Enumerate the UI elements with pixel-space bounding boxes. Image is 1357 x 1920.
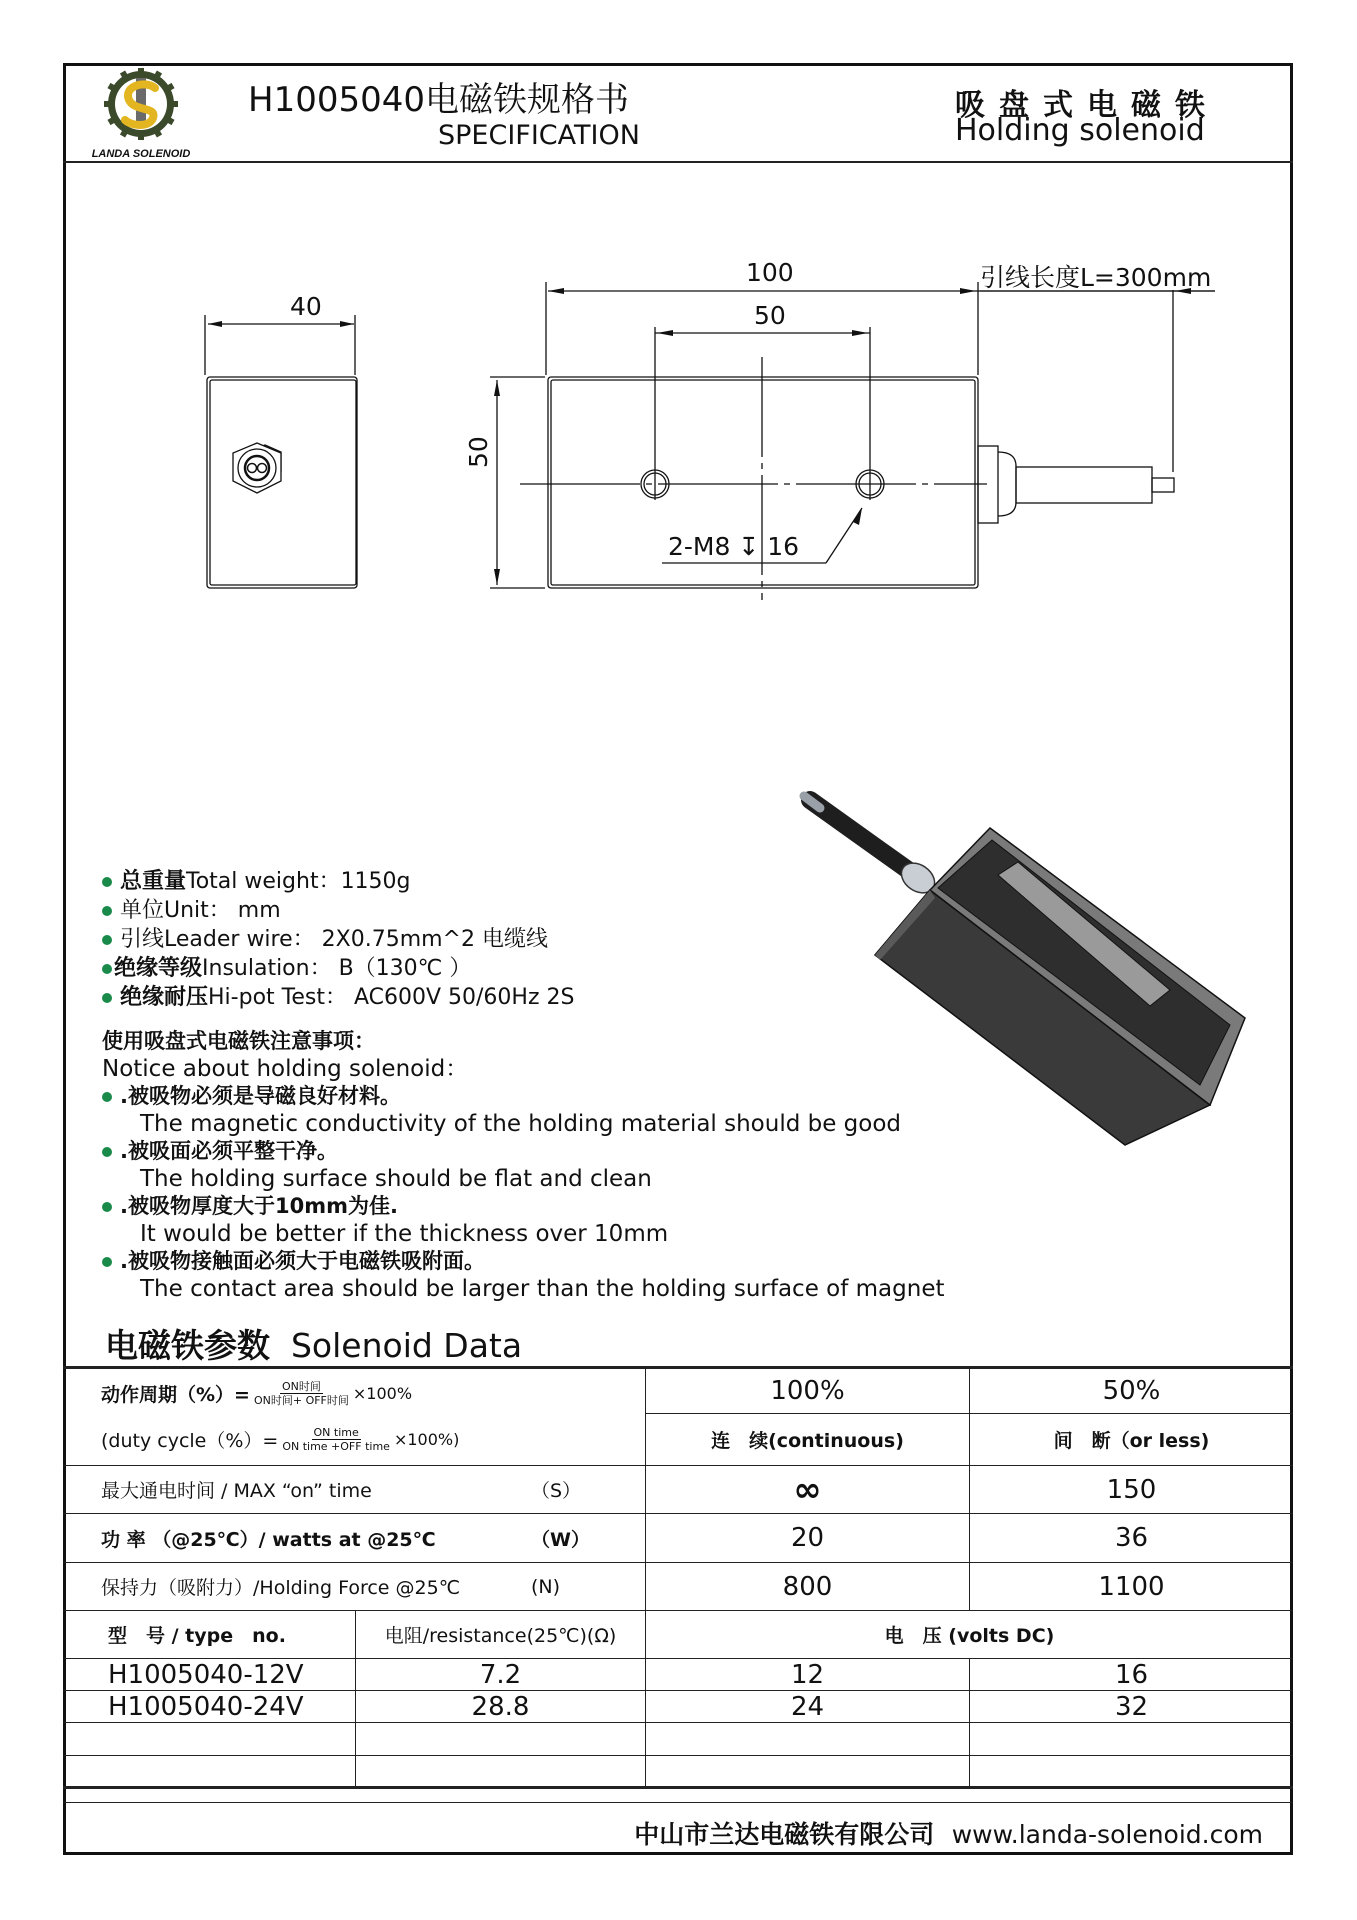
type-header: 型 号 / type no. [108, 1625, 286, 1647]
model-type: H1005040-24V [108, 1691, 304, 1722]
duty-cycle-formula-cn: 动作周期（%）= $\frac{\text{ON时间}}{\text{ON时间+ OFF时间}}$ ×100% [101, 1379, 413, 1407]
footer [634, 1815, 1263, 1851]
notice-title-cn: 使用吸盘式电磁铁注意事项： [102, 1029, 375, 1053]
model-resistance: 28.8 [471, 1691, 530, 1722]
company-name: 中山市兰达电磁铁有限公司 [634, 1820, 935, 1849]
notice-item-en: The magnetic conductivity of the holding material should be good [140, 1110, 902, 1137]
notice-item: .被吸物厚度大于10mm为佳. [102, 1193, 944, 1221]
table-bottom-border [63, 1786, 1293, 1789]
dimension-hole-spacing: 50 [754, 301, 786, 330]
param-label: 保持力（吸附力）/Holding Force @25℃ (N) [101, 1575, 561, 1599]
notice-item: .被吸面必须平整干净。 [102, 1138, 944, 1166]
model-voltage-intermittent: 32 [1114, 1691, 1149, 1722]
param-value: 150 [1106, 1474, 1157, 1505]
fraction: $\frac{\text{ON time}}{\text{ON time +OFF time}}$ [282, 1425, 390, 1453]
website-link[interactable]: www.landa-solenoid.com [951, 1820, 1263, 1849]
spec-item: 总重量Total weight：1150g [102, 867, 574, 896]
param-value: 20 [790, 1523, 825, 1553]
param-label: 最大通电时间 / MAX “on” time （S） [101, 1480, 582, 1502]
category-title-en: Holding solenoid [955, 113, 1205, 148]
bullet-icon [102, 964, 112, 974]
lead-wire-icon [804, 796, 940, 899]
bullet-icon [102, 993, 112, 1003]
model-voltage-continuous: 12 [790, 1659, 825, 1690]
duty-intermittent: 50% [1102, 1376, 1161, 1406]
technical-drawing [0, 0, 1357, 620]
dimension-end-width: 40 [290, 292, 322, 321]
param-value: 1100 [1098, 1571, 1165, 1602]
end-view-connector-icon [233, 443, 281, 493]
hole-callout: 2-M8 ↧ 16 [668, 532, 800, 561]
spec-item: 绝缘等级Insulation： B（130℃ ） [102, 954, 574, 983]
notice-item: .被吸物必须是导磁良好材料。 [102, 1083, 944, 1111]
category-title-cn: 吸盘式电磁铁 [955, 88, 1219, 123]
bullet-icon [102, 935, 112, 945]
mode-continuous: 连 续(continuous) [711, 1430, 904, 1452]
spec-item: 单位Unit： mm [102, 896, 574, 925]
dimension-length: 100 [746, 258, 794, 287]
model-type: H1005040-12V [108, 1659, 304, 1690]
notice-title-en: Notice about holding solenoid： [102, 1055, 469, 1082]
fraction: $\frac{\text{ON时间}}{\text{ON时间+ OFF时间}}$ [253, 1379, 349, 1407]
model-voltage-continuous: 24 [790, 1691, 825, 1722]
param-value: ∞ [793, 1469, 822, 1510]
dimension-height: 50 [464, 436, 493, 468]
model-resistance: 7.2 [479, 1659, 522, 1690]
duty-continuous: 100% [770, 1376, 845, 1406]
bullet-icon [102, 1092, 112, 1102]
model-voltage-intermittent: 16 [1114, 1659, 1149, 1690]
bullet-icon [102, 906, 112, 916]
bullet-icon [102, 877, 112, 887]
row-line [63, 1722, 1293, 1723]
bullet-icon [102, 1257, 112, 1267]
spec-item: 引线Leader wire： 2X0.75mm^2 电缆线 [102, 925, 574, 954]
duty-cycle-formula-en: (duty cycle（%）= $\frac{\text{ON time}}{\text{ON time +OFF time}}$ ×100%) [101, 1425, 460, 1453]
mode-intermittent: 间 断（or less) [1053, 1430, 1210, 1452]
logo-text: LANDA SOLENOID [91, 148, 191, 160]
lead-length-label: 引线长度L=300mm [980, 263, 1212, 292]
voltage-header: 电 压 (volts DC) [884, 1625, 1055, 1647]
notice-item: .被吸物接触面必须大于电磁铁吸附面。 [102, 1248, 944, 1276]
page-title: H1005040电磁铁规格书 [248, 80, 629, 120]
param-value: 36 [1114, 1523, 1149, 1553]
spec-list [102, 867, 574, 1012]
notice-item-en: The contact area should be larger than the holding surface of magnet [140, 1275, 945, 1302]
resistance-header: 电阻/resistance(25℃)(Ω) [384, 1625, 617, 1647]
row-line [63, 1755, 1293, 1756]
param-value: 800 [782, 1571, 833, 1602]
param-label: 功 率 （@25℃）/ watts at @25℃ （W） [101, 1528, 590, 1551]
solenoid-data-title: 电磁铁参数 Solenoid Data [105, 1326, 523, 1365]
bullet-icon [102, 1147, 112, 1157]
notice-item-en: It would be better if the thickness over 10mm [140, 1220, 669, 1247]
spec-item: 绝缘耐压Hi-pot Test： AC600V 50/60Hz 2S [102, 983, 574, 1012]
page-subtitle: SPECIFICATION [438, 120, 640, 151]
notice-section [102, 1028, 944, 1303]
notice-item-en: The holding surface should be flat and clean [140, 1165, 652, 1192]
footer-line [63, 1802, 1293, 1803]
bullet-icon [102, 1202, 112, 1212]
